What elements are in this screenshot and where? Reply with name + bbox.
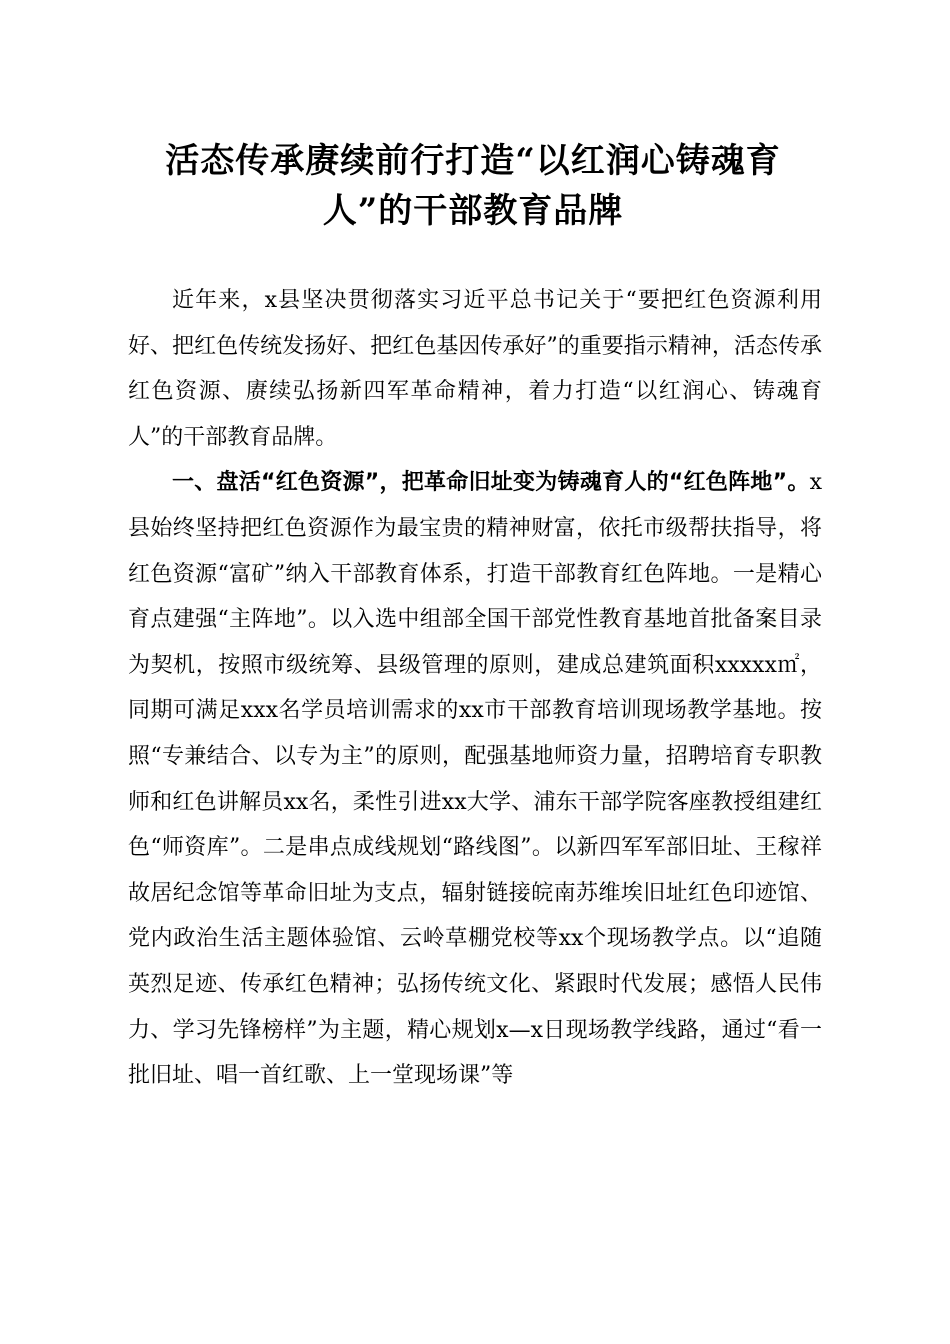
- title-line-1: 活态传承赓续前行打造“以红润心铸魂育: [165, 141, 781, 181]
- section-1-paragraph: [128, 460, 822, 1098]
- intro-paragraph: 近年来，x县坚决贯彻落实习近平总书记关于“要把红色资源利用好、把红色传统发扬好、把红色基因传承好”的重要指示精神，活态传承红色资源、赓续弘扬新四军革命精神，着力打造“以红润心、铸魂育人”的干部教育品牌。: [128, 288, 822, 450]
- section-1-heading: 一、盘活“红色资源”，把革命旧址变为铸魂育人的“红色阵地”。: [172, 470, 810, 496]
- document-title: [128, 136, 818, 236]
- section-1-body: x县始终坚持把红色资源作为最宝贵的精神财富，依托市级帮扶指导，将红色资源“富矿”纳入干部教育体系，打造干部教育红色阵地。一是精心育点建强“主阵地”。以入选中组部全国干部党性教育基地首批备案目录为契机，按照市级统筹、县级管理的原则，建成总建筑面积xxxxx㎡，同期可满足xxx名学员培训需求的xx市干部教育培训现场教学基地。按照“专兼结合、以专为主”的原则，配强基地师资力量，招聘培育专职教师和红色讲解员xx名，柔性引进xx大学、浦东干部学院客座教授组建红色“师资库”。二是串点成线规划“路线图”。以新四军军部旧址、王稼祥故居纪念馆等革命旧址为支点，辐射链接皖南苏维埃旧址红色印迹馆、党内政治生活主题体验馆、云岭草棚党校等xx个现场教学点。以“追随英烈足迹、传承红色精神；弘扬传统文化、紧跟时代发展；感悟人民伟力、学习先锋榜样”为主题，精心规划x—x日现场教学线路，通过“看一批旧址、唱一首红歌、上一堂现场课”等: [128, 470, 822, 1089]
- title-line-2: 人”的干部教育品牌: [322, 191, 624, 231]
- document-body: [128, 278, 822, 1099]
